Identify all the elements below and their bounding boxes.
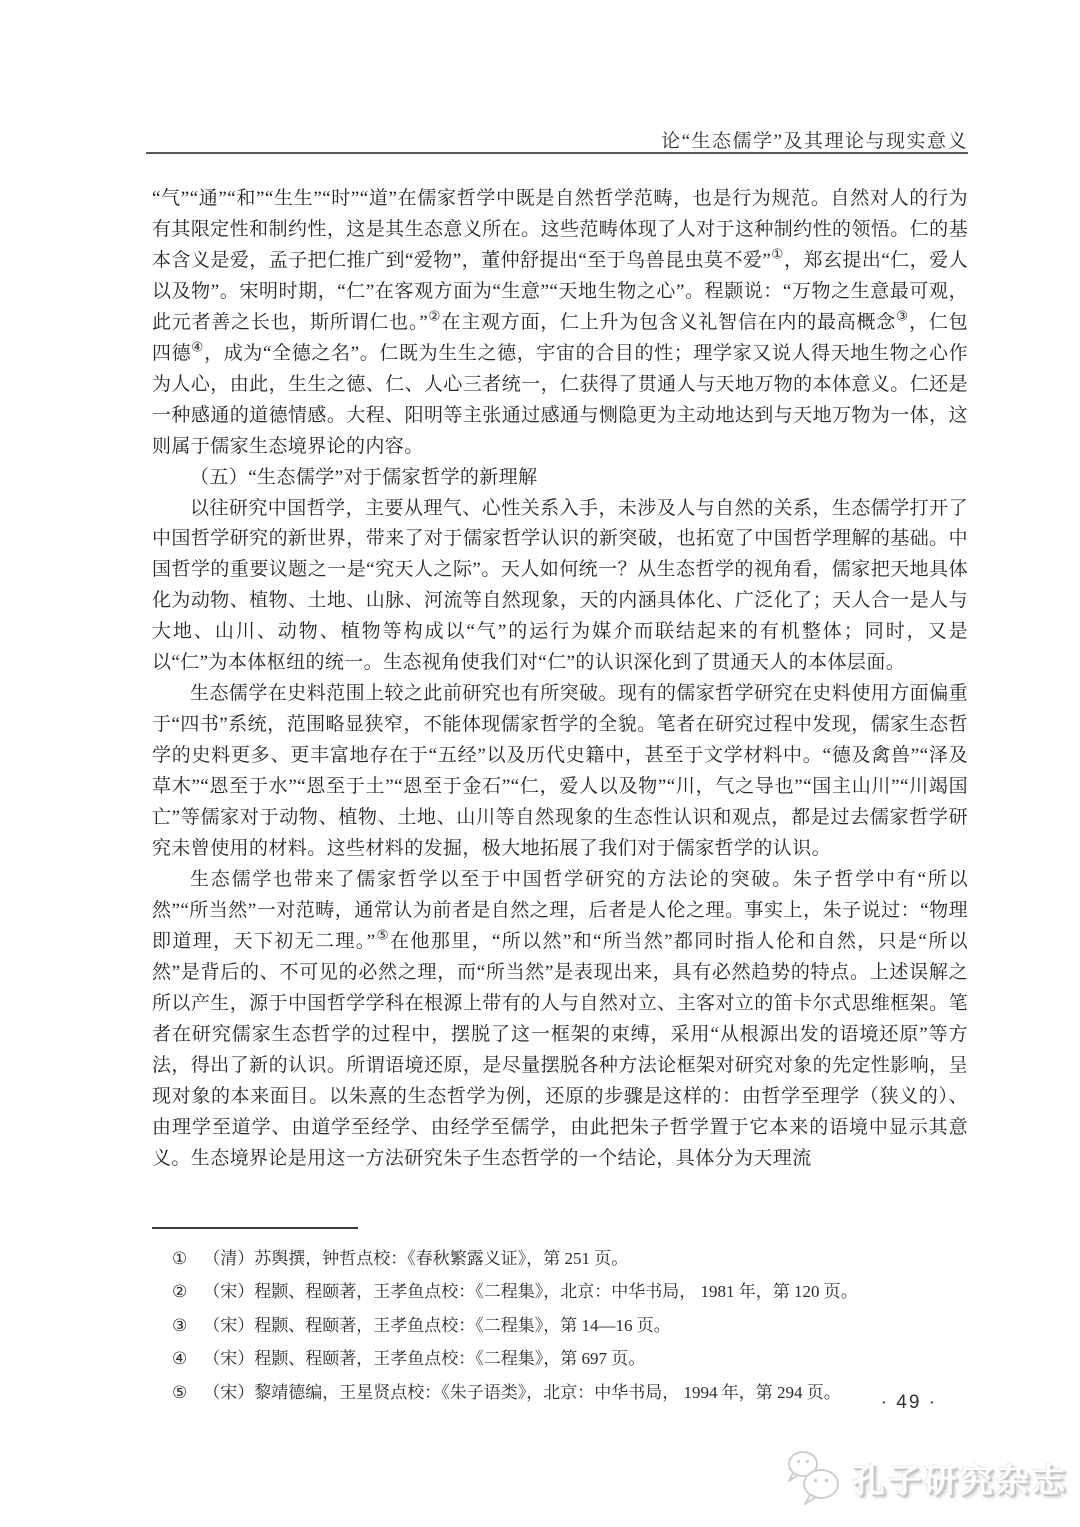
running-title: 论“生态儒学”及其理论与现实意义 bbox=[661, 131, 968, 152]
footnote-separator-rule bbox=[152, 1227, 358, 1229]
journal-watermark bbox=[784, 1449, 1068, 1507]
footnote-marker: ④ bbox=[172, 1349, 188, 1369]
page-number: · 49 · bbox=[880, 1392, 937, 1413]
footnote-reference: ④ bbox=[191, 339, 205, 355]
footnote-marker: ② bbox=[172, 1282, 188, 1302]
footnote-marker: ⑤ bbox=[172, 1382, 188, 1402]
body-paragraph-continued: “气”“通”“和”“生生”“时”“道”在儒家哲学中既是自然哲学范畴，也是行为规范。自然对人的行为有其限定性和制约性，这是其生态意义所在。这些范畴体现了人对于这种制约性的领悟。仁的基本含义是爱，孟子把仁推广到“爱物”，董仲舒提出“至于鸟兽昆虫莫不爱”①，郑玄提出“仁，爱人以及物”。宋明时期，“仁”在客观方面为“生意”“天地生物之心”。程颢说：“万物之生意最可观，此元者善之长也，斯所谓仁也。”②在主观方面，仁上升为包含义礼智信在内的最高概念③，仁包四德④，成为“全德之名”。仁既为生生之德，宇宙的合目的性；理学家又说人得天地生物之心作为人心，由此，生生之德、仁、人心三者统一，仁获得了贯通人与天地万物的本体意义。仁还是一种感通的道德情感。大程、阳明等主张通过感通与恻隐更为主动地达到与天地万物为一体，这则属于儒家生态境界论的内容。 bbox=[152, 188, 968, 457]
footnote-marker: ① bbox=[172, 1249, 188, 1268]
footnote-item bbox=[152, 1342, 968, 1375]
footnote-text: （宋）程颢、程颐著，王孝鱼点校：《二程集》，第 14—16 页。 bbox=[203, 1315, 671, 1335]
footnote-item bbox=[152, 1309, 968, 1342]
body-paragraph: 生态儒学也带来了儒家哲学以至于中国哲学研究的方法论的突破。朱子哲学中有“所以然”“所当然”一对范畴，通常认为前者是自然之理，后者是人伦之理。事实上，朱子说过：“物理即道理，天下初无二理。”⑤在他那里，“所以然”和“所当然”都同时指人伦和自然，只是“所以然”是背后的、不可见的必然之理，而“所当然”是表现出来，具有必然趋势的特点。上述误解之所以产生，源于中国哲学学科在根源上带有的人与自然对立、主客对立的笛卡尔式思维框架。笔者在研究儒家生态哲学的过程中，摆脱了这一框架的束缚，采用“从根源出发的语境还原”等方法，得出了新的认识。所谓语境还原，是尽量摆脱各种方法论框架对研究对象的先定性影响，呈现对象的本来面目。以朱熹的生态哲学为例，还原的步骤是这样的：由哲学至理学（狭义的）、由理学至道学、由道学至经学、由经学至儒学，由此把朱子哲学置于它本来的语境中显示其意义。生态境界论是用这一方法研究朱子生态哲学的一个结论，具体分为天理流 bbox=[152, 868, 968, 1169]
footnote-reference: ② bbox=[428, 308, 442, 324]
footnote-text: （宋）程颢、程颐著，王孝鱼点校：《二程集》，第 697 页。 bbox=[203, 1349, 646, 1369]
footnote-item bbox=[152, 1275, 968, 1308]
body-paragraph: 以往研究中国哲学，主要从理气、心性关系入手，未涉及人与自然的关系，生态儒学打开了中国哲学研究的新世界，带来了对于儒家哲学认识的新突破，也拓宽了中国哲学理解的基础。中国哲学的重要议题之一是“究天人之际”。天人如何统一？从生态哲学的视角看，儒家把天地具体化为动物、植物、土地、山脉、河流等自然现象，天的内涵具体化、广泛化了；天人合一是人与大地、山川、动物、植物等构成以“气”的运行为媒介而联结起来的有机整体；同时，又是以“仁”为本体枢纽的统一。生态视角使我们对“仁”的认识深化到了贯通天人的本体层面。 bbox=[152, 497, 968, 674]
footnote-reference: ① bbox=[771, 246, 785, 262]
footnotes bbox=[152, 1242, 968, 1409]
footnote-marker: ③ bbox=[172, 1315, 188, 1335]
body-paragraph: 生态儒学在史料范围上较之此前研究也有所突破。现有的儒家哲学研究在史料使用方面偏重于“四书”系统，范围略显狭窄，不能体现儒家哲学的全貌。笔者在研究过程中发现，儒家生态哲学的史料更多、更丰富地存在于“五经”以及历代史籍中，甚至于文学材料中。“德及禽兽”“泽及草木”“恩至于水”“恩至于土”“恩至于金石”“仁，爱人以及物”“川，气之导也”“国主山川”“川竭国亡”等儒家对于动物、植物、土地、山川等自然现象的生态性认识和观点，都是过去儒家哲学研究未曾使用的材料。这些材料的发掘，极大地拓展了我们对于儒家哲学的认识。 bbox=[152, 683, 968, 860]
header-rule bbox=[146, 152, 968, 154]
footnote-reference: ⑤ bbox=[375, 927, 391, 943]
footnote-reference: ③ bbox=[896, 308, 910, 324]
footnote-text: （宋）程颢、程颐著，王孝鱼点校：《二程集》，北京：中华书局， 1981 年，第 120 页。 bbox=[203, 1282, 858, 1302]
footnote-text: （清）苏舆撰，钟哲点校：《春秋繁露义证》，第 251 页。 bbox=[203, 1249, 629, 1268]
watermark-text: 孔子研究杂志 bbox=[852, 1461, 1068, 1499]
wechat-chat-bubbles-icon bbox=[784, 1449, 844, 1507]
footnote-item bbox=[152, 1242, 968, 1275]
footnote-item bbox=[152, 1376, 968, 1409]
section-heading: （五）“生态儒学”对于儒家哲学的新理解 bbox=[190, 466, 538, 488]
body-text bbox=[152, 184, 968, 1175]
footnote-text: （宋）黎靖德编，王星贤点校：《朱子语类》，北京：中华书局， 1994 年，第 294 页。 bbox=[203, 1382, 841, 1402]
